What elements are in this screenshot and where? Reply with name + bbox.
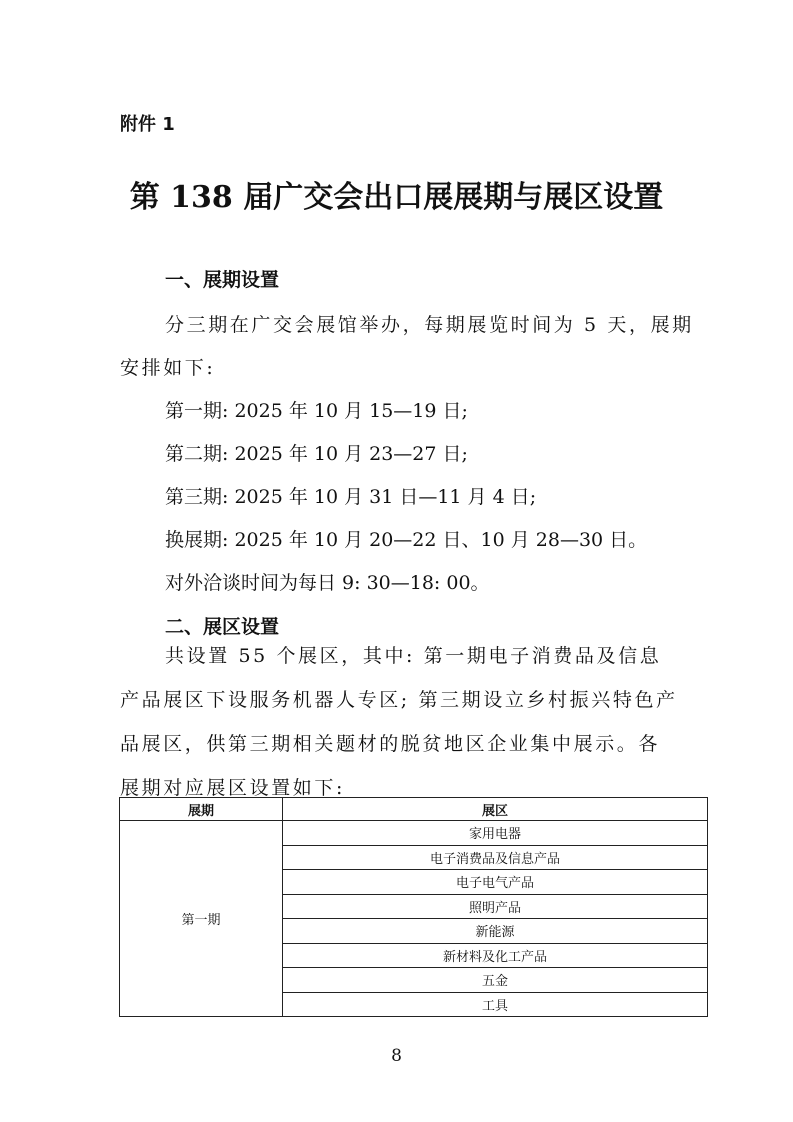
table-header-row (120, 798, 708, 821)
section2-paragraph: 共设置 55 个展区，其中: 第一期电子消费品及信息产品展区下设服务机器人专区; 第三期设立乡村振兴特色产品展区，供第三期相关题材的脱贫地区企业集中展示。各展期对应展区设置如下: (120, 645, 678, 799)
phase-cell: 第一期 (120, 821, 283, 1017)
zone-cell: 照明产品 (283, 894, 708, 919)
zone-cell: 新能源 (283, 919, 708, 944)
exhibition-zone-table (119, 797, 708, 1017)
header-phase: 展期 (120, 798, 283, 821)
header-zone: 展区 (283, 798, 708, 821)
zone-cell: 电子消费品及信息产品 (283, 845, 708, 870)
page-number: 8 (391, 1046, 402, 1066)
section1-intro-line2: 安排如下: (120, 357, 216, 379)
zone-cell: 电子电气产品 (283, 870, 708, 895)
section1-intro-line1: 分三期在广交会展馆举办，每期展览时间为 5 天，展期 (165, 314, 694, 336)
zone-cell: 家用电器 (283, 821, 708, 846)
zone-cell: 新材料及化工产品 (283, 943, 708, 968)
phase-line-2: 第二期: 2025 年 10 月 23—27 日; (165, 443, 468, 465)
zone-cell: 五金 (283, 968, 708, 993)
phase-line-3: 第三期: 2025 年 10 月 31 日—11 月 4 日; (165, 486, 537, 508)
attachment-label: 附件 1 (120, 114, 175, 135)
phase-line-1: 第一期: 2025 年 10 月 15—19 日; (165, 400, 468, 422)
zone-cell: 工具 (283, 992, 708, 1017)
phase-line-4: 换展期: 2025 年 10 月 20—22 日、10 月 28—30 日。 (165, 529, 648, 551)
document-title: 第 138 届广交会出口展展期与展区设置 (129, 180, 664, 215)
negotiation-hours: 对外洽谈时间为每日 9: 30—18: 00。 (165, 572, 490, 594)
section1-heading: 一、展期设置 (165, 269, 280, 291)
section2-heading: 二、展区设置 (165, 616, 280, 638)
table-row (120, 821, 708, 846)
